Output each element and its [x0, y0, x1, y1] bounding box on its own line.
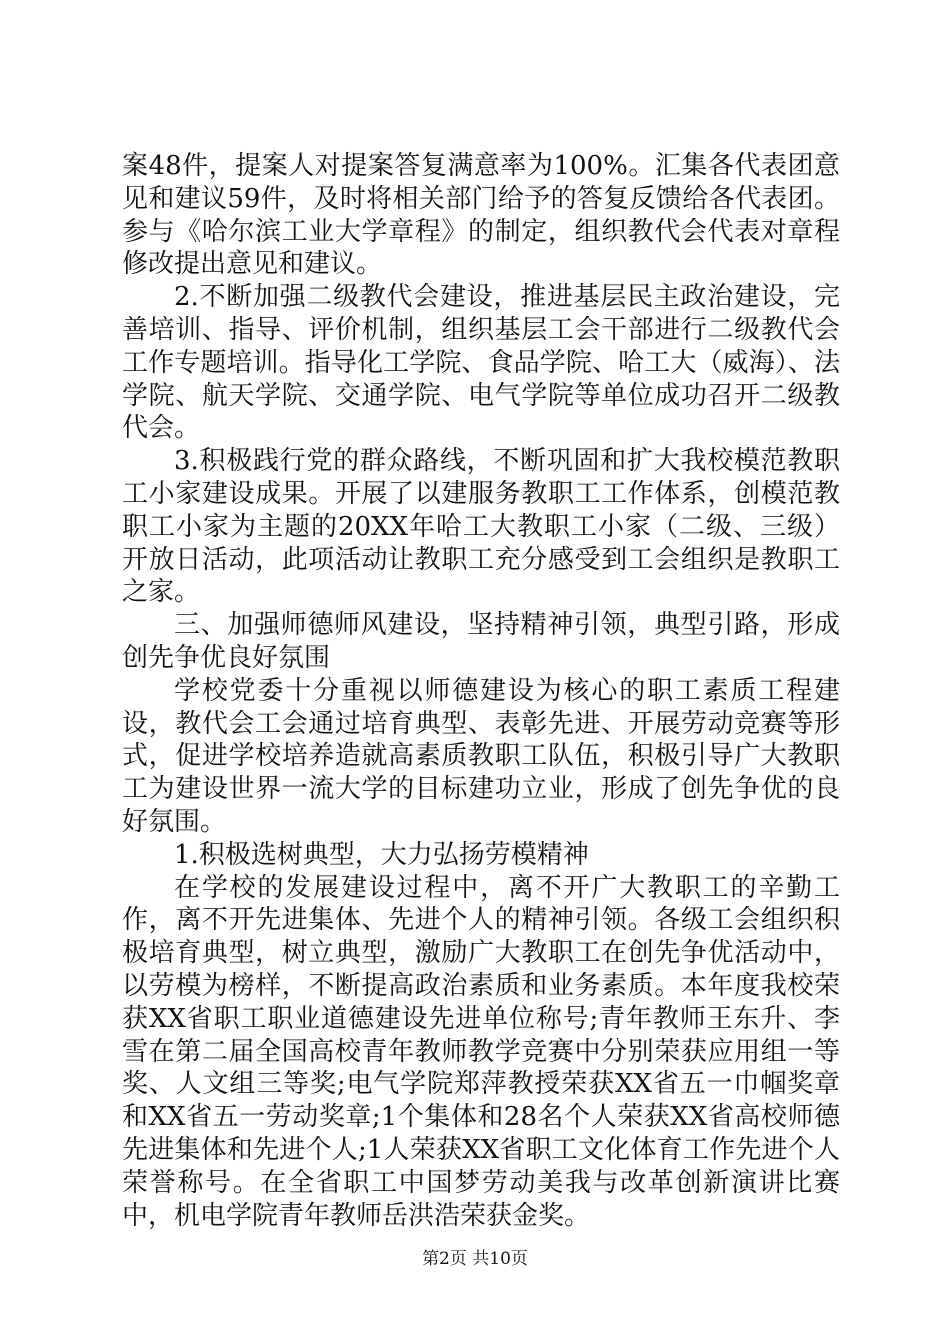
- paragraph-continuation: 案48件，提案人对提案答复满意率为100%。汇集各代表团意见和建议59件，及时将相关部门给予的答复反馈给各代表团。参与《哈尔滨工业大学章程》的制定，组织教代会代表对章程修改提出意见和建议。: [122, 151, 840, 280]
- paragraph-item-3: 3.积极践行党的群众路线，不断巩固和扩大我校模范教职工小家建设成果。开展了以建服务教职工工作体系，创模范教职工小家为主题的20XX年哈工大教职工小家（二级、三级）开放日活动，此项活动让教职工充分感受到工会组织是教职工之家。: [122, 446, 840, 608]
- document-body: [122, 150, 840, 1232]
- paragraph-item-2: 2.不断加强二级教代会建设，推进基层民主政治建设，完善培训、指导、评价机制，组织基层工会干部进行二级教代会工作专题培训。指导化工学院、食品学院、哈工大（威海）、法学院、航天学院、交通学院、电气学院等单位成功召开二级教代会。: [122, 282, 840, 444]
- subheading-1: 1.积极选树典型，大力弘扬劳模精神: [174, 839, 589, 870]
- section-heading-3: 三、加强师德师风建设，坚持精神引领，典型引路，形成创先争优良好氛围: [122, 610, 840, 673]
- paragraph-awards: 在学校的发展建设过程中，离不开广大教职工的辛勤工作，离不开先进集体、先进个人的精神引领。各级工会组织积极培育典型，树立典型，激励广大教职工在创先争优活动中，以劳模为榜样，不断提高政治素质和业务素质。本年度我校荣获XX省职工职业道德建设先进单位称号;青年教师王东升、李雪在第二届全国高校青年教师教学竞赛中分别荣获应用组一等奖、人文组三等奖;电气学院郑萍教授荣获XX省五一巾帼奖章和XX省五一劳动奖章;1个集体和28名个人荣获XX省高校师德先进集体和先进个人;1人荣获XX省职工文化体育工作先进个人荣誉称号。在全省职工中国梦劳动美我与改革创新演讲比赛中，机电学院青年教师岳洪浩荣获金奖。: [122, 872, 840, 1231]
- page-footer: 第2页 共10页: [422, 1249, 528, 1269]
- paragraph-section-intro: 学校党委十分重视以师德建设为核心的职工素质工程建设，教代会工会通过培育典型、表彰先进、开展劳动竞赛等形式，促进学校培养造就高素质教职工队伍，积极引导广大教职工为建设世界一流大学的目标建功立业，形成了创先争优的良好氛围。: [122, 675, 840, 837]
